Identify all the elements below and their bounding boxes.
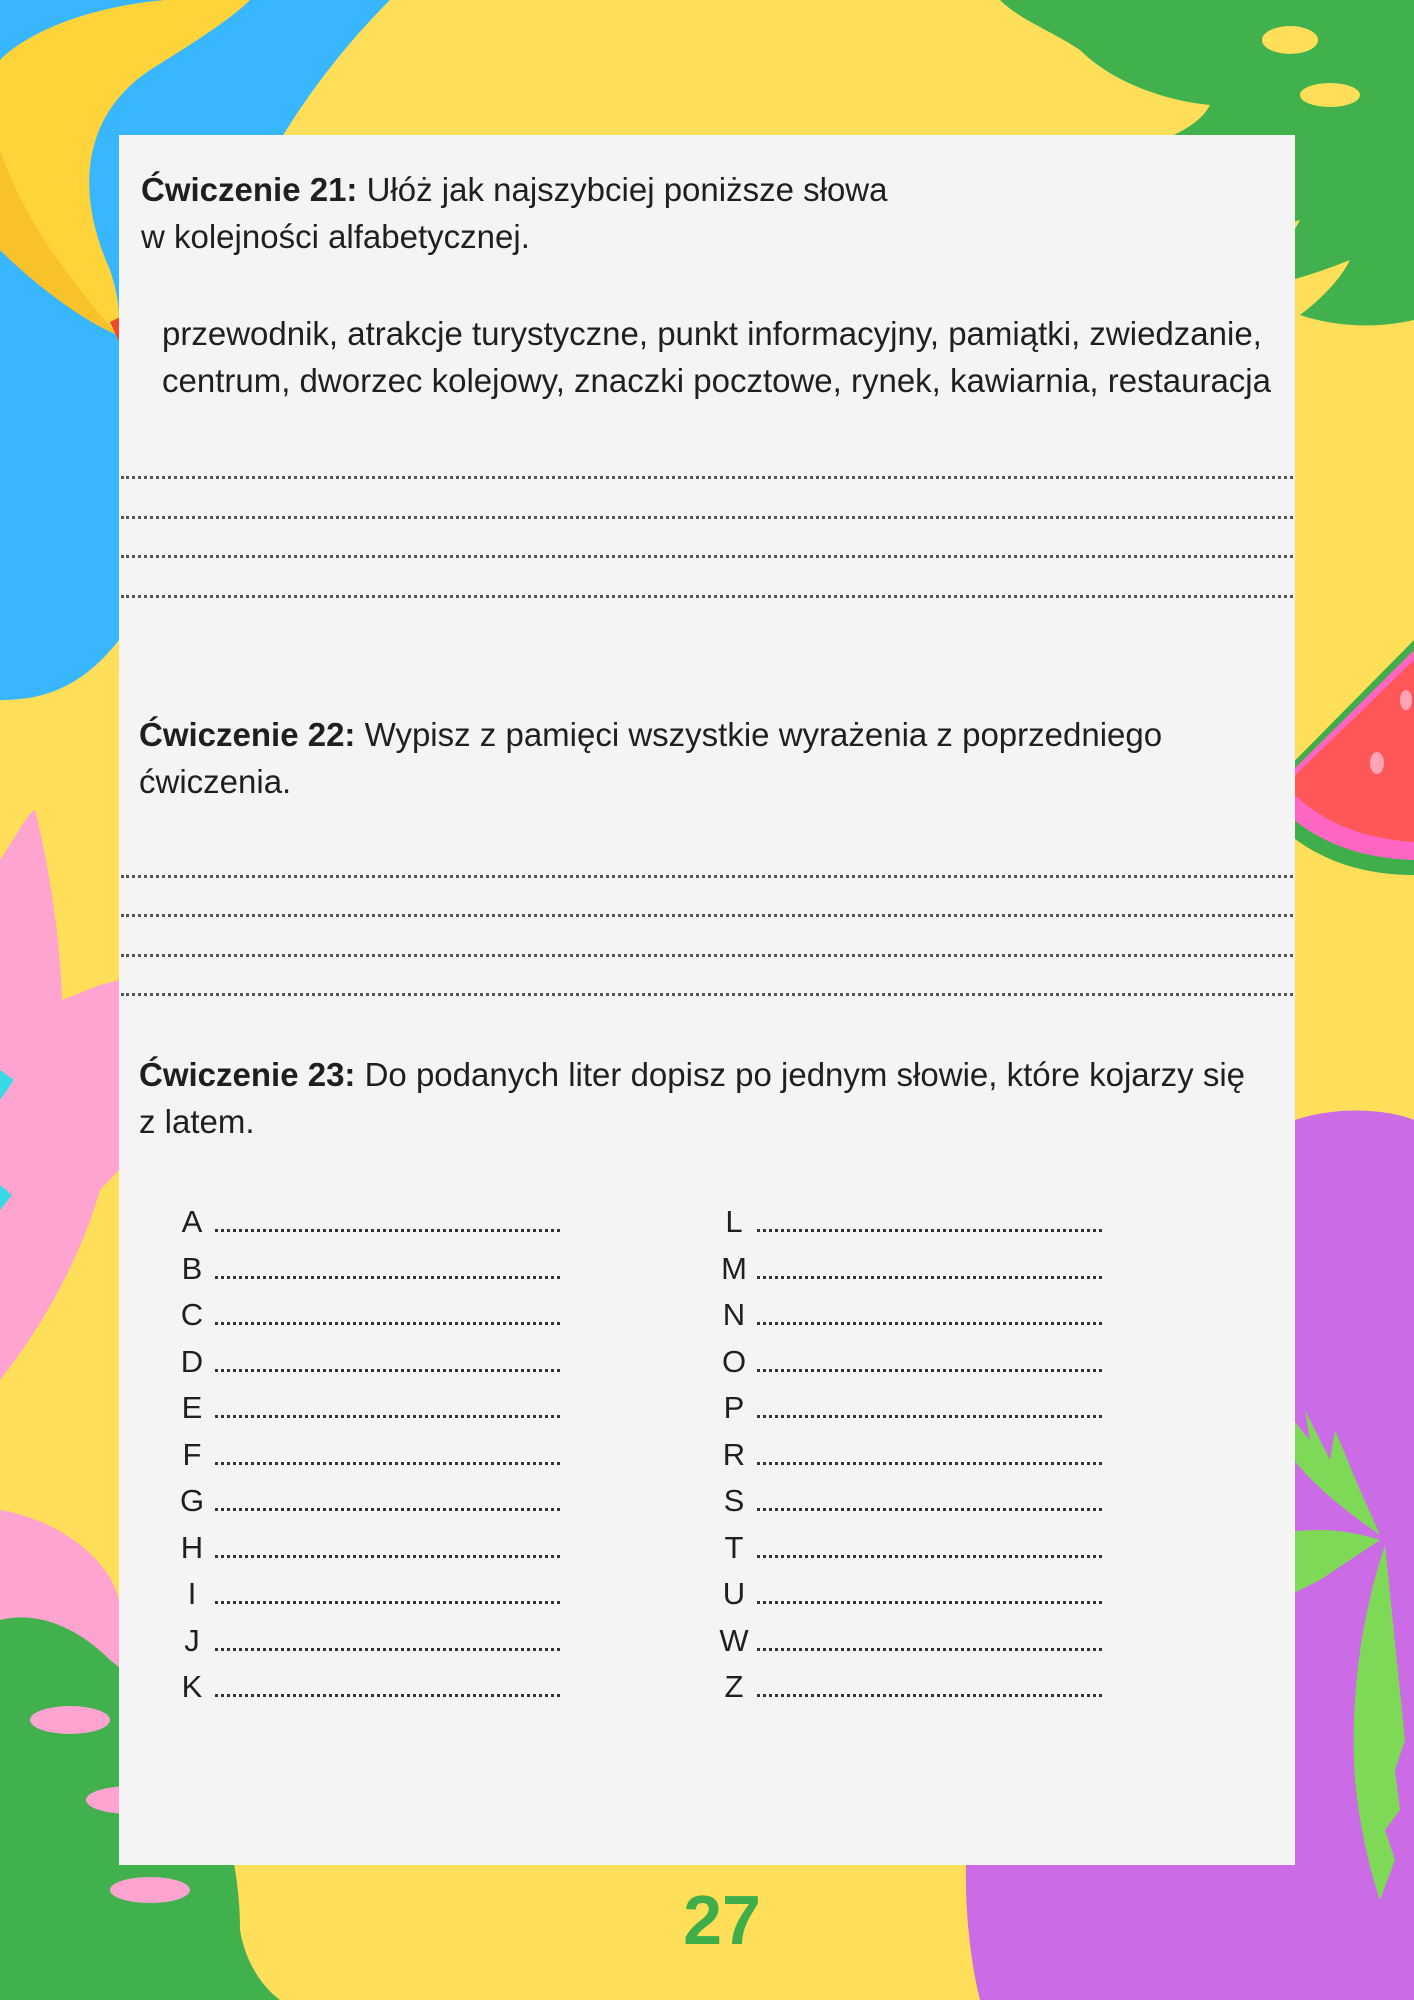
letter-answer-line[interactable]: [215, 1694, 560, 1697]
letter-answer-line[interactable]: [215, 1601, 560, 1604]
exercise-21-instruction: [141, 166, 887, 260]
exercise-22-text-line1: Wypisz z pamięci wszystkie wyrażenia z poprzedniego: [355, 716, 1163, 753]
letter-answer-line[interactable]: [215, 1508, 560, 1511]
exercise-23-instruction: [139, 1051, 1245, 1145]
letter-answer-line[interactable]: [757, 1415, 1102, 1418]
letter-label: K: [181, 1669, 203, 1704]
letter-label: F: [182, 1436, 202, 1472]
letter-answer-line[interactable]: [215, 1462, 560, 1465]
letter-answer-line[interactable]: [215, 1415, 560, 1418]
letter-answer-line[interactable]: [215, 1229, 560, 1232]
letter-answer-row: [175, 1479, 560, 1519]
letter-answer-row: [175, 1619, 560, 1659]
exercise-21-text-line1: Ułóż jak najszybciej poniższe słowa: [357, 171, 888, 208]
letter-answer-row: [175, 1340, 560, 1380]
letter-label: Z: [724, 1669, 744, 1704]
letter-answer-row: [175, 1386, 560, 1426]
letter-answer-row: [175, 1572, 560, 1612]
letter-answer-line[interactable]: [215, 1322, 560, 1325]
letter-label: L: [725, 1204, 743, 1239]
letter-label: S: [723, 1483, 745, 1518]
letter-answer-row: [717, 1526, 1102, 1566]
letter-answer-row: [717, 1200, 1102, 1240]
exercise-21-word-list: [162, 310, 1292, 404]
exercise-22-instruction: [139, 711, 1162, 805]
letter-label: U: [722, 1576, 746, 1611]
letter-answer-row: [717, 1619, 1102, 1659]
exercise-21-label: Ćwiczenie 21:: [141, 171, 358, 208]
letter-answer-row: [175, 1200, 560, 1240]
letter-label: I: [187, 1576, 197, 1611]
letter-answer-line[interactable]: [757, 1229, 1102, 1232]
letter-answer-row: [717, 1433, 1102, 1473]
letter-answer-row: [175, 1526, 560, 1566]
letter-answer-row: [717, 1247, 1102, 1287]
letter-answer-row: [717, 1293, 1102, 1333]
letter-answer-line[interactable]: [757, 1276, 1102, 1279]
answer-line[interactable]: [121, 993, 1293, 996]
letter-answer-line[interactable]: [757, 1648, 1102, 1651]
letter-label: P: [723, 1390, 745, 1425]
exercise-23-text-line1: Do podanych liter dopisz po jednym słowie, które kojarzy się: [355, 1056, 1246, 1093]
letter-answer-line[interactable]: [757, 1601, 1102, 1604]
letter-answer-row: [717, 1572, 1102, 1612]
letter-label: G: [179, 1483, 205, 1518]
letter-answer-row: [717, 1386, 1102, 1426]
pink-leaf-icon: [0, 810, 119, 1380]
exercise-22-text-line2: ćwiczenia.: [139, 763, 292, 800]
letter-answer-line[interactable]: [757, 1555, 1102, 1558]
answer-line[interactable]: [121, 555, 1293, 558]
letter-answer-line[interactable]: [215, 1276, 560, 1279]
letter-answer-row: [175, 1247, 560, 1287]
letter-answer-line[interactable]: [757, 1322, 1102, 1325]
letter-label: T: [724, 1529, 744, 1565]
letter-answer-row: [175, 1293, 560, 1333]
letter-label: E: [181, 1390, 203, 1425]
exercise-23-label: Ćwiczenie 23:: [139, 1056, 356, 1093]
letter-answer-row: [175, 1433, 560, 1473]
letter-label: W: [719, 1622, 749, 1658]
word-list-line1: przewodnik, atrakcje turystyczne, punkt informacyjny, pamiątki, zwiedzanie,: [162, 315, 1262, 352]
letter-answer-row: [717, 1479, 1102, 1519]
letter-answer-row: [717, 1665, 1102, 1705]
letter-answer-line[interactable]: [757, 1369, 1102, 1372]
exercise-21-text-line2: w kolejności alfabetycznej.: [141, 218, 530, 255]
letter-answer-line[interactable]: [757, 1462, 1102, 1465]
letter-label: A: [181, 1204, 203, 1239]
letter-label: D: [180, 1343, 204, 1379]
letter-answer-line[interactable]: [215, 1555, 560, 1558]
letter-label: C: [180, 1297, 204, 1332]
letter-answer-row: [175, 1665, 560, 1705]
answer-line[interactable]: [121, 476, 1293, 479]
letter-answer-line[interactable]: [215, 1648, 560, 1651]
page-number: 27: [683, 1881, 761, 1959]
word-list-line2: centrum, dworzec kolejowy, znaczki pocztowe, rynek, kawiarnia, restauracja: [162, 362, 1271, 399]
exercise-23-text-line2: z latem.: [139, 1103, 255, 1140]
letter-label: R: [722, 1436, 746, 1472]
letter-answer-line[interactable]: [757, 1694, 1102, 1697]
answer-line[interactable]: [121, 875, 1293, 878]
answer-line[interactable]: [121, 595, 1293, 598]
letter-label: B: [181, 1250, 203, 1286]
letter-label: J: [184, 1622, 200, 1658]
letter-answer-line[interactable]: [215, 1369, 560, 1372]
letter-label: H: [180, 1529, 204, 1565]
letter-label: O: [721, 1343, 747, 1379]
letter-label: M: [721, 1250, 747, 1286]
answer-line[interactable]: [121, 516, 1293, 519]
answer-line[interactable]: [121, 914, 1293, 917]
answer-line[interactable]: [121, 954, 1293, 957]
letter-answer-row: [717, 1340, 1102, 1380]
letter-answer-line[interactable]: [757, 1508, 1102, 1511]
exercise-22-label: Ćwiczenie 22:: [139, 716, 356, 753]
letter-label: N: [722, 1297, 746, 1332]
